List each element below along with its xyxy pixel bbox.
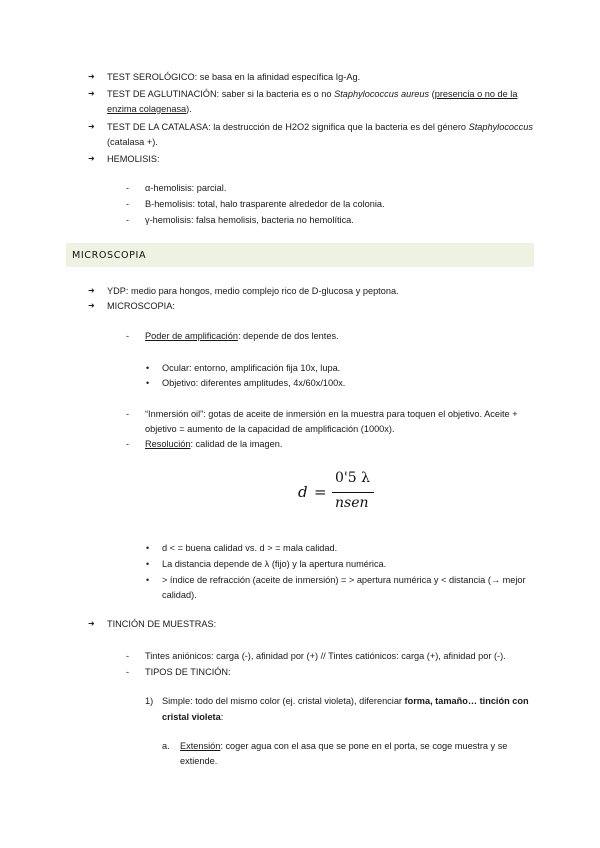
dot-bullet: •: [146, 559, 150, 569]
tipos-tincion: TIPOS DE TINCIÓN:: [145, 667, 231, 677]
arrow-bullet-icon: ➜: [88, 301, 95, 310]
ydp-item: YDP: medio para hongos, medio complejo rico de D-glucosa y peptona.: [107, 286, 399, 296]
dash-bullet: -: [126, 409, 130, 419]
test-aglutinacion: TEST DE AGLUTINACIÓN: saber si la bacteria es o no Staphylococcus aureus (presencia o no de la: [107, 89, 518, 99]
hemolisis-alpha: α-hemolisis: parcial.: [145, 183, 227, 193]
arrow-bullet-icon: ➜: [88, 89, 95, 98]
formula-note-3: > índice de refracción (aceite de inmersión) = > apertura numérica y < distancia (→ mejor: [162, 575, 526, 585]
arrow-bullet-icon: ➜: [88, 286, 95, 295]
dash-bullet: -: [126, 439, 130, 449]
tintes-item: Tintes aniónicos: carga (-), afinidad por (+) // Tintes catiónicos: carga (+), afinidad por (-).: [145, 651, 506, 661]
arrow-bullet-icon: ➜: [88, 122, 95, 131]
resolucion: Resolución: calidad de la imagen.: [145, 439, 283, 449]
hemolisis-beta: Β-hemolisis: total, halo trasparente alrededor de la colonia.: [145, 199, 385, 209]
dash-bullet: -: [126, 215, 130, 225]
formula-numerator: 0'5 λ: [335, 470, 370, 486]
formula-denominator: nsen: [335, 495, 369, 511]
section-title: MICROSCOPIA: [72, 250, 147, 261]
test-serologico: TEST SEROLÓGICO: se basa en la afinidad específica Ig-Ag.: [107, 72, 361, 82]
arrow-bullet-icon: ➜: [88, 619, 95, 628]
dash-bullet: -: [126, 183, 130, 193]
hemolisis-gamma: γ-hemolisis: falsa hemolisis, bacteria no hemolítica.: [145, 215, 354, 225]
test-aglutinacion-line2: enzima colagenasa).: [107, 104, 192, 114]
poder-amplificacion: Poder de amplificación: depende de dos lentes.: [145, 331, 339, 341]
simple-item-line2: cristal violeta:: [162, 712, 224, 722]
tincion-title: TINCIÓN DE MUESTRAS:: [107, 619, 217, 629]
dot-bullet: •: [146, 378, 150, 388]
lente-ocular: Ocular: entorno, amplificación fija 10x, lupa.: [162, 363, 341, 373]
formula-note-2: La distancia depende de λ (fijo) y la apertura numérica.: [162, 559, 387, 569]
dash-bullet: -: [126, 667, 130, 677]
dash-bullet: -: [126, 651, 130, 661]
arrow-bullet-icon: ➜: [88, 72, 95, 81]
arrow-bullet-icon: ➜: [88, 154, 95, 163]
fraction-bar: [332, 492, 374, 493]
lente-objetivo: Objetivo: diferentes amplitudes, 4x/60x/100x.: [162, 378, 346, 388]
dot-bullet: •: [146, 363, 150, 373]
resolution-formula: [298, 470, 388, 516]
inmersion-oil: “Inmersión oil”: gotas de aceite de inmersión en la muestra para toquen el objetivo. Aceite +: [145, 409, 518, 419]
simple-item: Simple: todo del mismo color (ej. cristal violeta), diferenciar forma, tamaño… tinción con: [162, 696, 529, 706]
formula-equals: =: [314, 483, 327, 501]
extension-item-line2: extiende.: [180, 756, 218, 766]
test-hemolisis: HEMOLISIS:: [107, 154, 160, 164]
inmersion-oil-line2: objetivo = aumento de la capacidad de amplificación (1000x).: [145, 424, 395, 434]
dot-bullet: •: [146, 543, 150, 553]
simple-number: 1): [145, 696, 154, 706]
dash-bullet: -: [126, 331, 130, 341]
test-catalasa: TEST DE LA CATALASA: la destrucción de H2O2 significa que la bacteria es del género Staphylococcus: [107, 122, 533, 132]
extension-item: Extensión: coger agua con el asa que se pone en el porta, se coge muestra y se: [180, 741, 508, 751]
formula-note-1: d < = buena calidad vs. d > = mala calidad.: [162, 543, 338, 553]
dash-bullet: -: [126, 199, 130, 209]
test-catalasa-line2: (catalasa +).: [107, 137, 158, 147]
formula-note-3-line2: calidad).: [162, 590, 197, 600]
extension-letter: a.: [162, 741, 170, 751]
dot-bullet: •: [146, 575, 150, 585]
formula-lhs: d: [298, 483, 308, 501]
microscopia-item: MICROSCOPIA:: [107, 301, 175, 311]
